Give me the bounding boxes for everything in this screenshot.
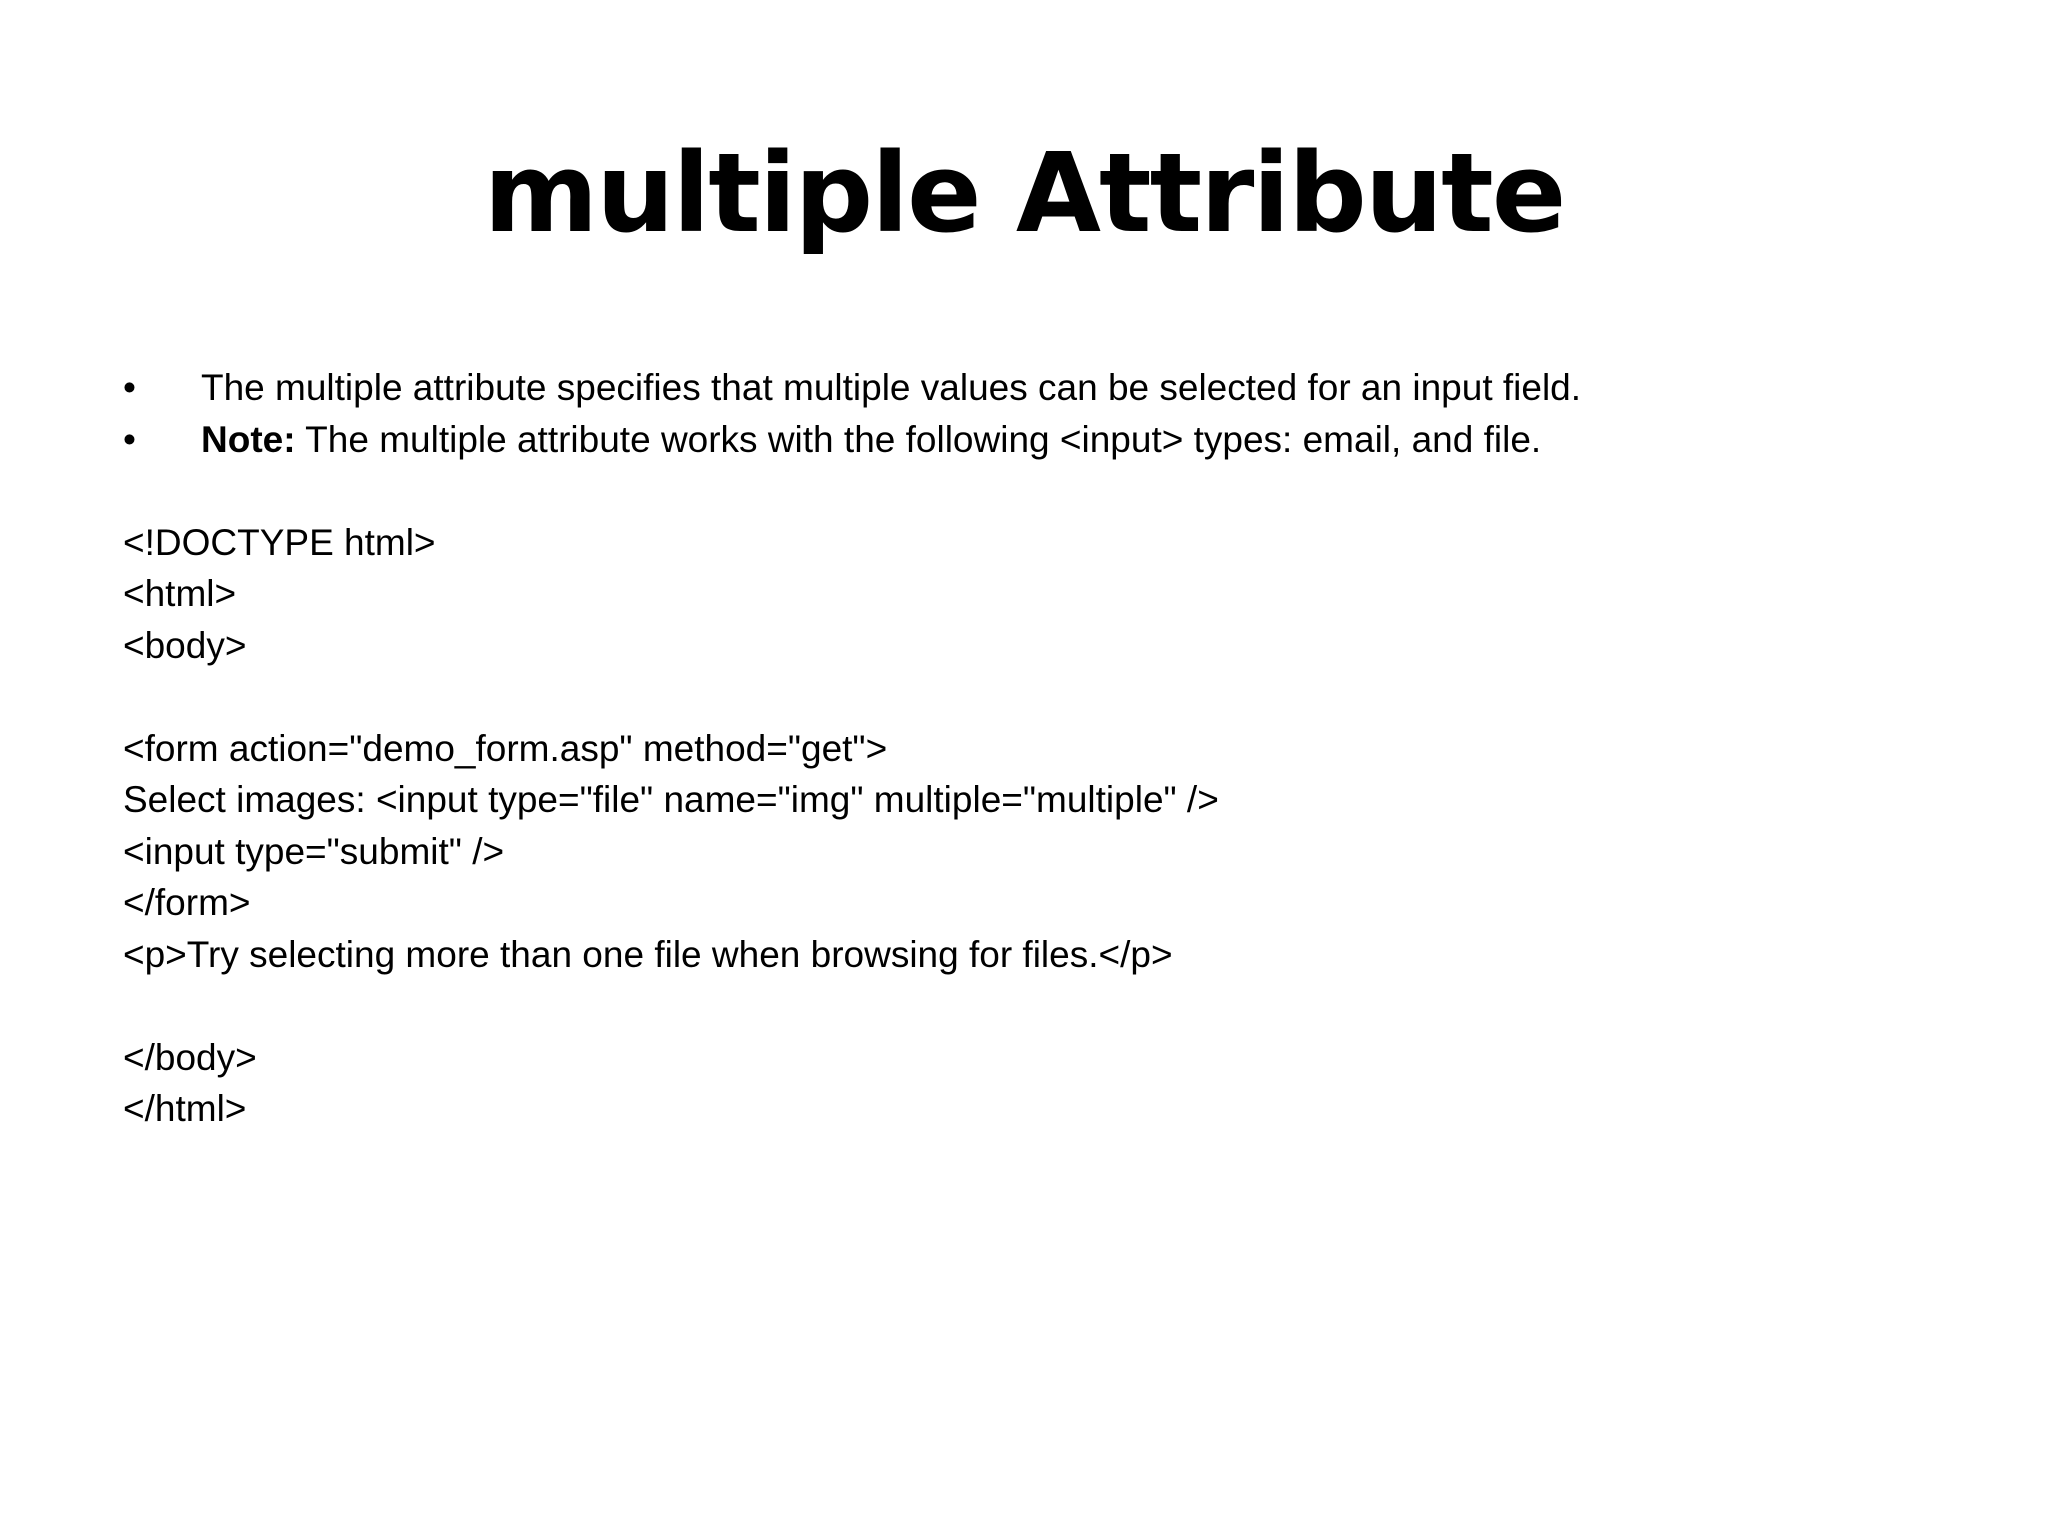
bullet-icon: • [123,367,136,408]
spacer [123,465,1963,517]
code-line: <input type="submit" /> [123,830,505,872]
code-line: Select images: <input type="file" name="img" multiple="multiple" /> [123,779,1219,820]
note-label: Note: [201,418,296,460]
slide-content [123,362,1963,1135]
code-line: <html> [123,573,237,614]
bullet-list [123,362,1963,465]
bullet-text: The multiple attribute specifies that multiple values can be selected for an input field. [201,367,1582,408]
code-line: </html> [123,1088,247,1129]
code-line: <form action="demo_form.asp" method="get"> [123,727,888,769]
code-line [123,671,1963,723]
code-example [123,517,1963,1135]
code-line: <!DOCTYPE html> [123,521,436,563]
bullet-item [123,414,1963,466]
code-line: <p>Try selecting more than one file when browsing for files.</p> [123,933,1173,975]
bullet-item [123,362,1963,414]
code-line: </form> [123,882,251,923]
code-line: <body> [123,624,247,666]
code-line [123,980,1963,1032]
slide-title: multiple Attribute [483,129,1565,257]
code-line: </body> [123,1036,257,1078]
bullet-icon: • [123,418,136,460]
bullet-text: The multiple attribute works with the following <input> types: email, and file. [295,418,1542,460]
